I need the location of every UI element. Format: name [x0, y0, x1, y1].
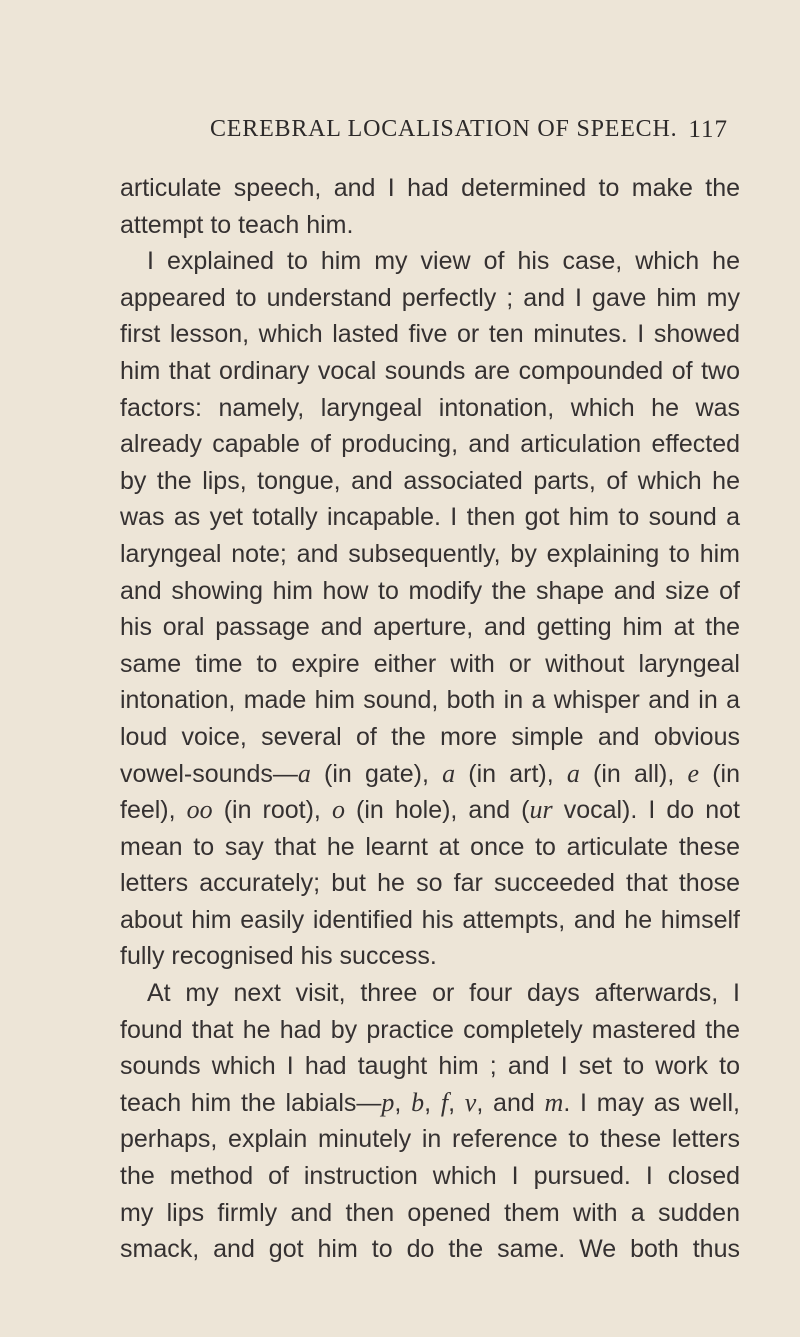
body-text	[120, 170, 740, 1268]
text-line: by the lips, tongue, and associated parts, of which he	[120, 466, 740, 495]
text-line: the method of instruction which I pursued. I closed	[120, 1162, 740, 1191]
text-segment: (in gate),	[310, 759, 443, 788]
italic-letter: b	[411, 1087, 425, 1117]
text-line: same time to expire either with or without laryngeal	[120, 649, 740, 678]
text-segment: (in all),	[579, 759, 688, 788]
text-line: sounds which I had taught him ; and I set to work to	[120, 1052, 740, 1081]
text-line: factors: namely, laryngeal intonation, which he was	[120, 393, 740, 422]
text-line: and showing him how to modify the shape and size of	[120, 576, 740, 605]
italic-letter: m	[544, 1087, 564, 1117]
text-line: smack, and got him to do the same. We both thus	[120, 1235, 740, 1264]
text-line: about him easily identified his attempts, and he himself	[120, 905, 740, 934]
text-segment: , and	[476, 1088, 545, 1117]
text-line: loud voice, several of the more simple and obvious	[120, 722, 740, 751]
italic-letter: a	[566, 758, 580, 788]
text-segment: (in root),	[212, 796, 332, 825]
text-line: laryngeal note; and subsequently, by explaining to him	[120, 539, 740, 568]
italic-letter: a	[297, 758, 311, 788]
italic-letter: o	[331, 795, 345, 825]
text-segment: (in art),	[455, 759, 567, 788]
running-title: CEREBRAL LOCALISATION OF SPEECH.	[210, 116, 678, 142]
text-line: my lips firmly and then opened them with a sudden	[120, 1198, 740, 1227]
italic-letter: a	[442, 758, 456, 788]
italic-letter: e	[687, 758, 700, 788]
text-line: intonation, made him sound, both in a whisper and in a	[120, 686, 740, 715]
text-segment: . I may as well,	[563, 1088, 740, 1117]
text-line: At my next visit, three or four days afterwards, I	[147, 979, 740, 1008]
text-line-labials	[120, 1085, 740, 1122]
running-header	[120, 116, 760, 152]
text-line-feel	[120, 792, 740, 829]
text-segment: ,	[424, 1088, 441, 1117]
text-segment: teach him the labials—	[120, 1088, 382, 1117]
text-line: his oral passage and aperture, and getting him at the	[120, 613, 740, 642]
text-line: I explained to him my view of his case, which he	[147, 247, 740, 276]
text-line: already capable of producing, and articulation effected	[120, 430, 740, 459]
page-number: 117	[688, 116, 728, 143]
text-line: was as yet totally incapable. I then got him to sound a	[120, 503, 740, 532]
italic-letter: oo	[186, 795, 213, 825]
text-line: appeared to understand perfectly ; and I gave him my	[120, 283, 740, 312]
italic-letter: f	[440, 1087, 449, 1117]
italic-letter: p	[381, 1087, 395, 1117]
text-line: articulate speech, and I had determined to make the	[120, 174, 740, 202]
text-line: mean to say that he learnt at once to articulate these	[120, 832, 740, 861]
italic-letter: ur	[529, 795, 553, 825]
text-line: fully recognised his success.	[120, 942, 437, 971]
text-segment: ,	[394, 1088, 412, 1117]
text-segment: ,	[448, 1088, 465, 1117]
text-line: first lesson, which lasted five or ten minutes. I showed	[120, 320, 740, 349]
text-segment: (in hole), and (	[344, 796, 530, 825]
text-line: attempt to teach him.	[120, 210, 354, 239]
text-line: him that ordinary vocal sounds are compounded of two	[120, 356, 740, 385]
text-segment: feel),	[120, 796, 187, 825]
text-line-vowels	[120, 756, 740, 793]
text-segment: vocal). I do not	[552, 796, 740, 825]
text-line: found that he had by practice completely mastered the	[120, 1015, 740, 1044]
text-segment: vowel-sounds—	[120, 759, 298, 788]
text-segment: (in	[699, 759, 740, 788]
text-line: letters accurately; but he so far succeeded that those	[120, 869, 740, 898]
text-line: perhaps, explain minutely in reference to these letters	[120, 1125, 740, 1154]
italic-letter: v	[464, 1087, 477, 1117]
